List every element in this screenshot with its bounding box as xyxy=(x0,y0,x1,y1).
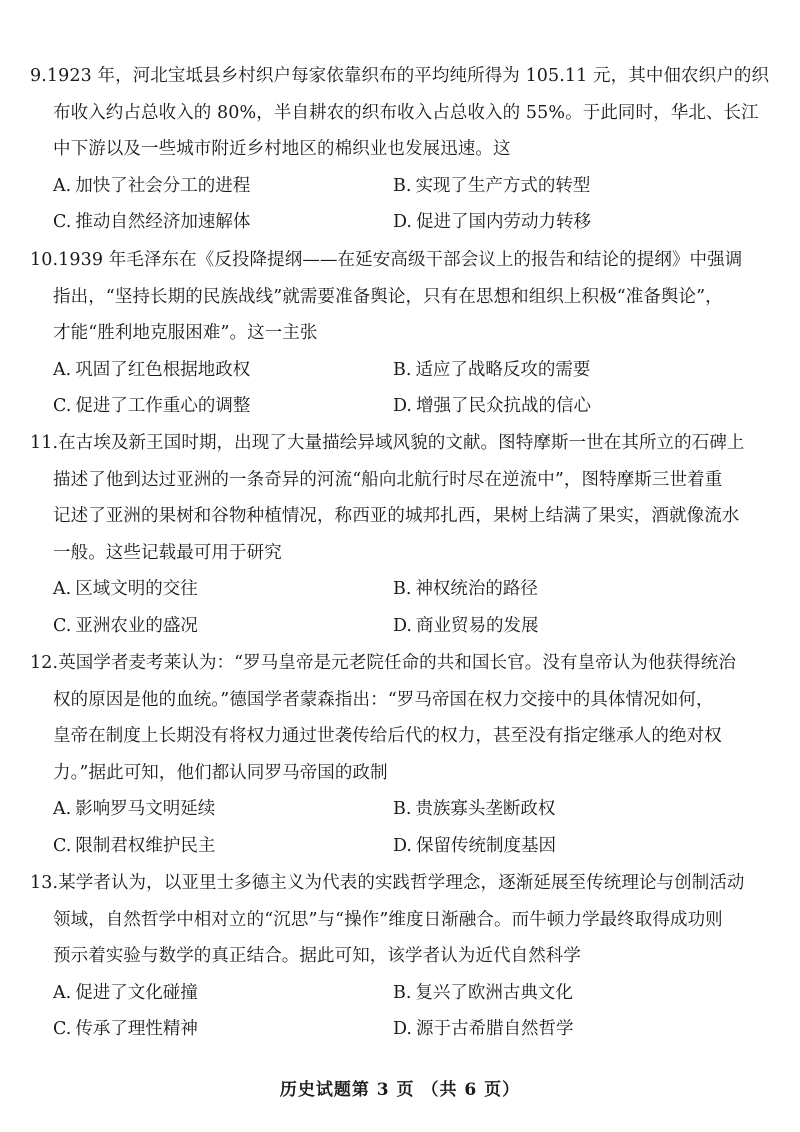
option-letter: D. xyxy=(393,835,412,856)
option-text: 传承了理性精神 xyxy=(75,1019,198,1039)
option-letter: A. xyxy=(53,982,72,1003)
stem-line: 1923 年，河北宝坻县乡村织户每家依靠织布的平均纯所得为 105.11 元，其中佃农织户的织 xyxy=(46,66,770,86)
footer-subject: 历史试题第 xyxy=(279,1080,370,1100)
option-letter: C. xyxy=(53,396,72,416)
option-text: 适应了战略反攻的需要 xyxy=(415,359,591,380)
option-letter: A. xyxy=(53,799,72,819)
stem-line: 描述了他到达过亚洲的一条奇异的河流“船向北航行时尽在逆流中”，图特摩斯三世着重 xyxy=(53,469,723,490)
stem-line: 才能“胜利地克服困难”。这一主张 xyxy=(53,323,318,343)
option-b[interactable] xyxy=(393,571,733,608)
stem-line: 领域，自然哲学中相对立的“沉思”与“操作”维度日渐融合。而牛顿力学最终取得成功则 xyxy=(53,909,723,930)
question-stem xyxy=(30,242,775,279)
option-letter: D. xyxy=(393,1019,412,1039)
option-text: 巩固了红色根据地政权 xyxy=(75,359,251,380)
option-text: 实现了生产方式的转型 xyxy=(415,175,591,196)
options xyxy=(30,571,775,644)
option-letter: A. xyxy=(53,579,72,599)
options xyxy=(30,352,775,425)
option-text: 源于古希腊自然哲学 xyxy=(415,1019,574,1039)
stem-line: 英国学者麦考莱认为：“罗马皇帝是元老院任命的共和国长官。没有皇帝认为他获得统治 xyxy=(58,653,736,673)
stem-line: 记述了亚洲的果树和谷物种植情况，称西亚的城邦扎西，果树上结满了果实，酒就像流水 xyxy=(53,506,740,526)
stem-line: 1939 年毛泽东在《反投降提纲——在延安高级干部会议上的报告和结论的提纲》中强调 xyxy=(58,250,743,270)
option-letter: B. xyxy=(393,359,412,380)
question-10 xyxy=(30,242,775,425)
question-stem xyxy=(30,58,775,95)
option-text: 贵族寡头垄断政权 xyxy=(415,799,556,819)
option-a[interactable] xyxy=(53,975,393,1012)
option-text: 加快了社会分工的进程 xyxy=(75,175,251,196)
option-c[interactable] xyxy=(53,388,393,425)
option-letter: A. xyxy=(53,359,72,380)
option-text: 推动自然经济加速解体 xyxy=(75,212,251,232)
option-text: 影响罗马文明延续 xyxy=(75,799,216,819)
stem-line: 皇帝在制度上长期没有将权力通过世袭传给后代的权力，甚至没有指定继承人的绝对权 xyxy=(53,726,722,746)
option-c[interactable] xyxy=(53,608,393,645)
footer-total-pages: （共 6 页） xyxy=(421,1080,521,1100)
option-letter: B. xyxy=(393,175,412,196)
question-number: 12. xyxy=(30,653,59,673)
option-a[interactable] xyxy=(53,168,393,205)
option-b[interactable] xyxy=(393,791,733,828)
question-12 xyxy=(30,645,775,864)
option-a[interactable] xyxy=(53,571,393,608)
question-stem xyxy=(30,645,775,682)
option-text: 促进了文化碰撞 xyxy=(75,982,198,1003)
page-footer xyxy=(0,1075,800,1100)
stem-line: 布收入约占总收入的 80%，半自耕农的织布收入占总收入的 55%。于此同时，华北、长江 xyxy=(53,102,759,123)
question-number: 13. xyxy=(30,873,59,893)
option-d[interactable] xyxy=(393,204,733,241)
question-9 xyxy=(30,58,775,241)
option-letter: C. xyxy=(53,615,72,636)
option-text: 区域文明的交往 xyxy=(75,579,198,599)
option-letter: A. xyxy=(53,175,72,196)
option-d[interactable] xyxy=(393,388,733,425)
question-13 xyxy=(30,865,775,1048)
footer-page-unit: 页 xyxy=(396,1080,415,1100)
option-text: 神权统治的路径 xyxy=(415,579,538,599)
question-stem xyxy=(30,865,775,902)
question-number: 10. xyxy=(30,250,59,270)
option-letter: D. xyxy=(393,615,412,636)
stem-line: 中下游以及一些城市附近乡村地区的棉织业也发展迅速。这 xyxy=(53,139,511,159)
option-a[interactable] xyxy=(53,352,393,389)
option-c[interactable] xyxy=(53,828,393,865)
option-letter: B. xyxy=(393,579,412,599)
stem-line: 权的原因是他的血统。”德国学者蒙森指出：“罗马帝国在权力交接中的具体情况如何， xyxy=(53,689,714,710)
stem-line: 预示着实验与数学的真正结合。据此可知，该学者认为近代自然科学 xyxy=(53,946,581,966)
option-text: 促进了工作重心的调整 xyxy=(75,396,251,416)
option-letter: C. xyxy=(53,835,72,856)
option-text: 限制君权维护民主 xyxy=(75,835,216,856)
option-text: 复兴了欧洲古典文化 xyxy=(415,982,573,1003)
stem-line: 某学者认为，以亚里士多德主义为代表的实践哲学理念，逐渐延展至传统理论与创制活动 xyxy=(58,873,745,893)
option-b[interactable] xyxy=(393,975,733,1012)
options xyxy=(30,791,775,864)
option-letter: D. xyxy=(393,396,412,416)
option-a[interactable] xyxy=(53,791,393,828)
option-d[interactable] xyxy=(393,1011,733,1048)
option-letter: D. xyxy=(393,212,412,232)
option-c[interactable] xyxy=(53,204,393,241)
option-letter: C. xyxy=(53,1019,72,1039)
question-number: 9. xyxy=(30,66,47,86)
options xyxy=(30,168,775,241)
option-d[interactable] xyxy=(393,828,733,865)
stem-line: 力。”据此可知，他们都认同罗马帝国的政制 xyxy=(53,762,388,783)
option-text: 促进了国内劳动力转移 xyxy=(415,212,591,232)
stem-line: 在古埃及新王国时期，出现了大量描绘异域风貌的文献。图特摩斯一世在其所立的石碑上 xyxy=(58,433,745,453)
option-text: 保留传统制度基因 xyxy=(415,835,556,856)
option-d[interactable] xyxy=(393,608,733,645)
option-letter: B. xyxy=(393,799,412,819)
footer-page-number: 3 xyxy=(376,1080,390,1100)
question-stem xyxy=(30,425,775,462)
question-11 xyxy=(30,425,775,644)
option-text: 亚洲农业的盛况 xyxy=(75,615,198,636)
options xyxy=(30,975,775,1048)
stem-line: 指出，“坚持长期的民族战线”就需要准备舆论，只有在思想和组织上积极“准备舆论”， xyxy=(53,286,723,307)
option-letter: B. xyxy=(393,982,412,1003)
option-c[interactable] xyxy=(53,1011,393,1048)
question-number: 11. xyxy=(30,433,59,453)
stem-line: 一般。这些记载最可用于研究 xyxy=(53,542,282,563)
option-text: 商业贸易的发展 xyxy=(415,615,539,636)
option-b[interactable] xyxy=(393,168,733,205)
option-b[interactable] xyxy=(393,352,733,389)
option-text: 增强了民众抗战的信心 xyxy=(415,396,591,416)
option-letter: C. xyxy=(53,212,72,232)
